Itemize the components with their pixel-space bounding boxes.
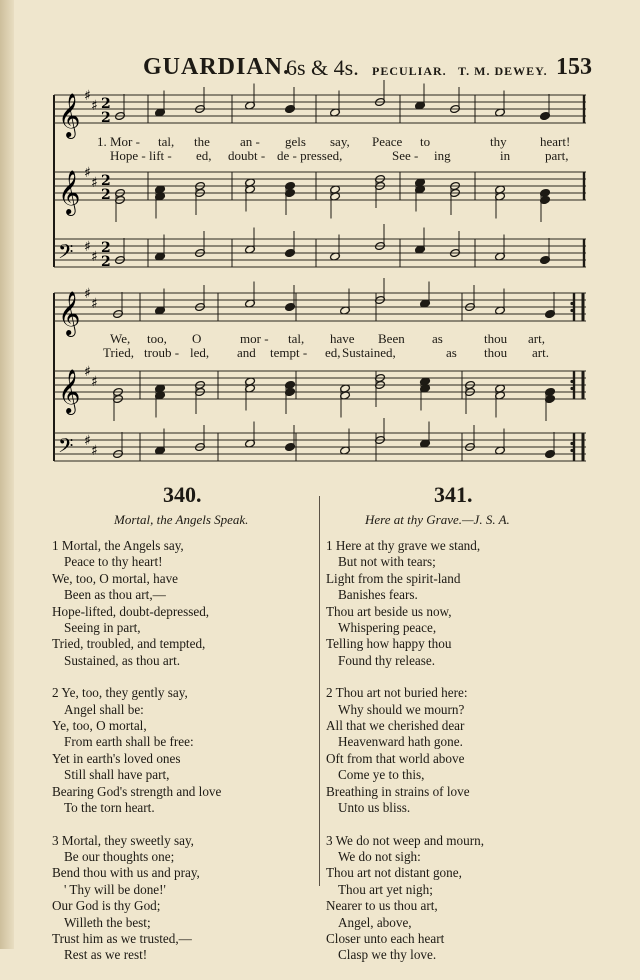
lyric-syllable: doubt - [228,148,266,163]
lyric-syllable: have [330,331,355,346]
lyric-syllable: led, [190,345,210,360]
verse-line: 2 Thou art not buried here: [326,685,468,701]
lyric-syllable: as [446,345,457,360]
sharp-sign: ♯ [84,433,91,449]
lyric-syllable: thy [490,134,507,149]
verse-line: ' Thy will be done!' [64,881,166,897]
verse-line: Angel, above, [338,914,412,930]
treble-clef: 𝄞 [58,369,81,413]
hymn-340-text [52,538,221,980]
time-signature: 2 [101,173,111,189]
verse-line: Angel shall be: [64,701,144,717]
bass-clef: 𝄢 [58,434,74,462]
lyric-syllable: See - [392,148,419,163]
sharp-sign: ♯ [91,374,98,390]
repeat-dot [570,380,573,383]
hymn-341-text [326,538,484,980]
verse-line: 1 Here at thy grave we stand, [326,538,481,553]
sharp-sign: ♯ [91,175,98,191]
time-signature: 2 [101,187,111,203]
verse-line: Bearing God's strength and love [52,783,222,799]
sharp-sign: ♯ [84,364,91,380]
lyric-syllable: mor - [240,331,269,346]
sharp-sign: ♯ [91,249,98,265]
sharp-sign: ♯ [84,165,91,181]
verse-line: Bend thou with us and pray, [52,865,200,881]
lyric-syllable: part, [545,148,569,163]
verse-line: Trust him as we trusted,— [52,930,192,946]
verse-line: But not with tears; [338,554,436,570]
verse-line: Tried, troubled, and tempted, [52,636,206,652]
hymn-number: 341. [434,482,473,507]
lyric-syllable: Hope - lift - [110,148,172,163]
stanza [326,685,484,816]
time-signature: 2 [101,96,111,112]
music-score [0,0,640,480]
lyric-syllable: de - pressed, [277,148,343,163]
peculiar-label: PECULIAR. [372,64,447,78]
sharp-sign: ♯ [84,88,91,104]
verse-line: Oft from that world above [326,750,465,766]
verse-line: Light from the spirit-land [326,570,461,586]
time-signature: 2 [101,240,111,256]
stanza [52,685,221,816]
verse-line: Hope-lifted, doubt-depressed, [52,603,210,619]
stanza [52,538,221,669]
stanza [52,833,221,964]
verse-line: Nearer to us thou art, [326,898,438,914]
verse-line: We do not sigh: [338,848,421,864]
verse-line: Rest as we rest! [64,947,148,963]
sharp-sign: ♯ [84,286,91,302]
repeat-dot [570,442,573,445]
verse-line: Come ye to this, [338,767,425,783]
verse-line: Peace to thy heart! [64,554,163,570]
verse-line: Been as thou art,— [64,587,166,603]
lyric-syllable: O [192,331,202,346]
time-signature: 2 [101,110,111,126]
page-number: 153 [556,54,592,80]
verse-line: Unto us bliss. [338,800,411,816]
lyric-syllable: troub - [144,345,180,360]
verse-line: Sustained, as thou art. [64,652,181,668]
lyric-syllable: We, [110,331,131,346]
repeat-dot [570,309,573,312]
lyric-syllable: thou [484,345,508,360]
column-divider [319,496,320,886]
lyric-syllable: tal, [158,134,175,149]
verse-line: Thou art beside us now, [326,603,452,619]
verse-line: Willeth the best; [64,914,151,930]
verse-line: Why should we mourn? [338,701,465,717]
verse-line: Heavenward hath gone. [338,734,463,750]
lyric-syllable: the [194,134,210,149]
lyric-syllable: too, [147,331,167,346]
verse-line: 3 We do not weep and mourn, [326,832,485,848]
lyric-syllable: thou [484,331,508,346]
lyric-syllable: an - [240,134,260,149]
lyric-syllable: ing [434,148,451,163]
composer: T. M. DEWEY. [458,64,548,78]
hymn-title: Here at thy Grave.—J. S. A. [365,512,510,527]
verse-line: Breathing in strains of love [326,783,470,799]
verse-line: 3 Mortal, they sweetly say, [52,832,194,848]
treble-clef: 𝄞 [58,93,81,137]
lyric-syllable: and [237,345,256,360]
lyric-syllable: tal, [288,331,305,346]
lyric-syllable: art. [532,345,549,360]
treble-clef: 𝄞 [58,170,81,214]
lyric-syllable: Sustained, [342,345,396,360]
repeat-dot [570,302,573,305]
repeat-dot [570,449,573,452]
verse-line: Seeing in part, [64,620,141,636]
hymn-number: 340. [163,482,202,507]
repeat-dot [570,387,573,390]
treble-clef: 𝄞 [58,291,81,335]
lyric-syllable: ed, [196,148,212,163]
verse-line: 1 Mortal, the Angels say, [52,538,184,553]
verse-line: Ye, too, O mortal, [52,718,147,734]
lyric-syllable: in [500,148,511,163]
lyric-syllable: Tried, [103,345,134,360]
verse-line: Closer unto each heart [326,930,445,946]
verse-line: Banishes fears. [338,587,418,603]
lyric-syllable: as [432,331,443,346]
verse-line: Thou art not distant gone, [326,865,462,881]
lyric-syllable: to [420,134,431,149]
lyric-syllable: say, [330,134,350,149]
verse-line: Whispering peace, [338,620,437,636]
sharp-sign: ♯ [91,296,98,312]
lyric-syllable: Been [378,331,405,346]
verse-line: Telling how happy thou [326,636,452,652]
verse-line: Still shall have part, [64,767,170,783]
verse-line: From earth shall be free: [64,734,194,750]
verse-line: Be our thoughts one; [64,848,175,864]
lyric-syllable: gels [285,134,306,149]
lyric-syllable: ed, [325,345,341,360]
bass-clef: 𝄢 [58,240,74,268]
time-signature: 2 [101,254,111,270]
verse-line: Found thy release. [338,652,436,668]
lyric-syllable: heart! [540,134,571,149]
verse-line: To the torn heart. [64,800,155,816]
verse-line: Clasp we thy love. [338,947,437,963]
sharp-sign: ♯ [91,98,98,114]
verse-line: Our God is thy God; [52,898,161,914]
tune-name: GUARDIAN. [143,54,290,80]
sharp-sign: ♯ [91,443,98,459]
verse-line: We, too, O mortal, have [52,570,179,586]
lyric-syllable: tempt - [270,345,308,360]
stanza [326,833,484,964]
verse-line: All that we cherished dear [326,718,465,734]
lyric-syllable: art, [528,331,545,346]
lyric-syllable: Peace [372,134,403,149]
verse-line: 2 Ye, too, they gently say, [52,685,188,701]
verse-line: Yet in earth's loved ones [52,750,181,766]
hymn-title: Mortal, the Angels Speak. [114,512,249,527]
sharp-sign: ♯ [84,239,91,255]
lyric-syllable: 1. Mor - [97,134,140,149]
verse-line: Thou art yet nigh; [338,881,433,897]
meter: 6s & 4s. [286,55,359,80]
stanza [326,538,484,669]
